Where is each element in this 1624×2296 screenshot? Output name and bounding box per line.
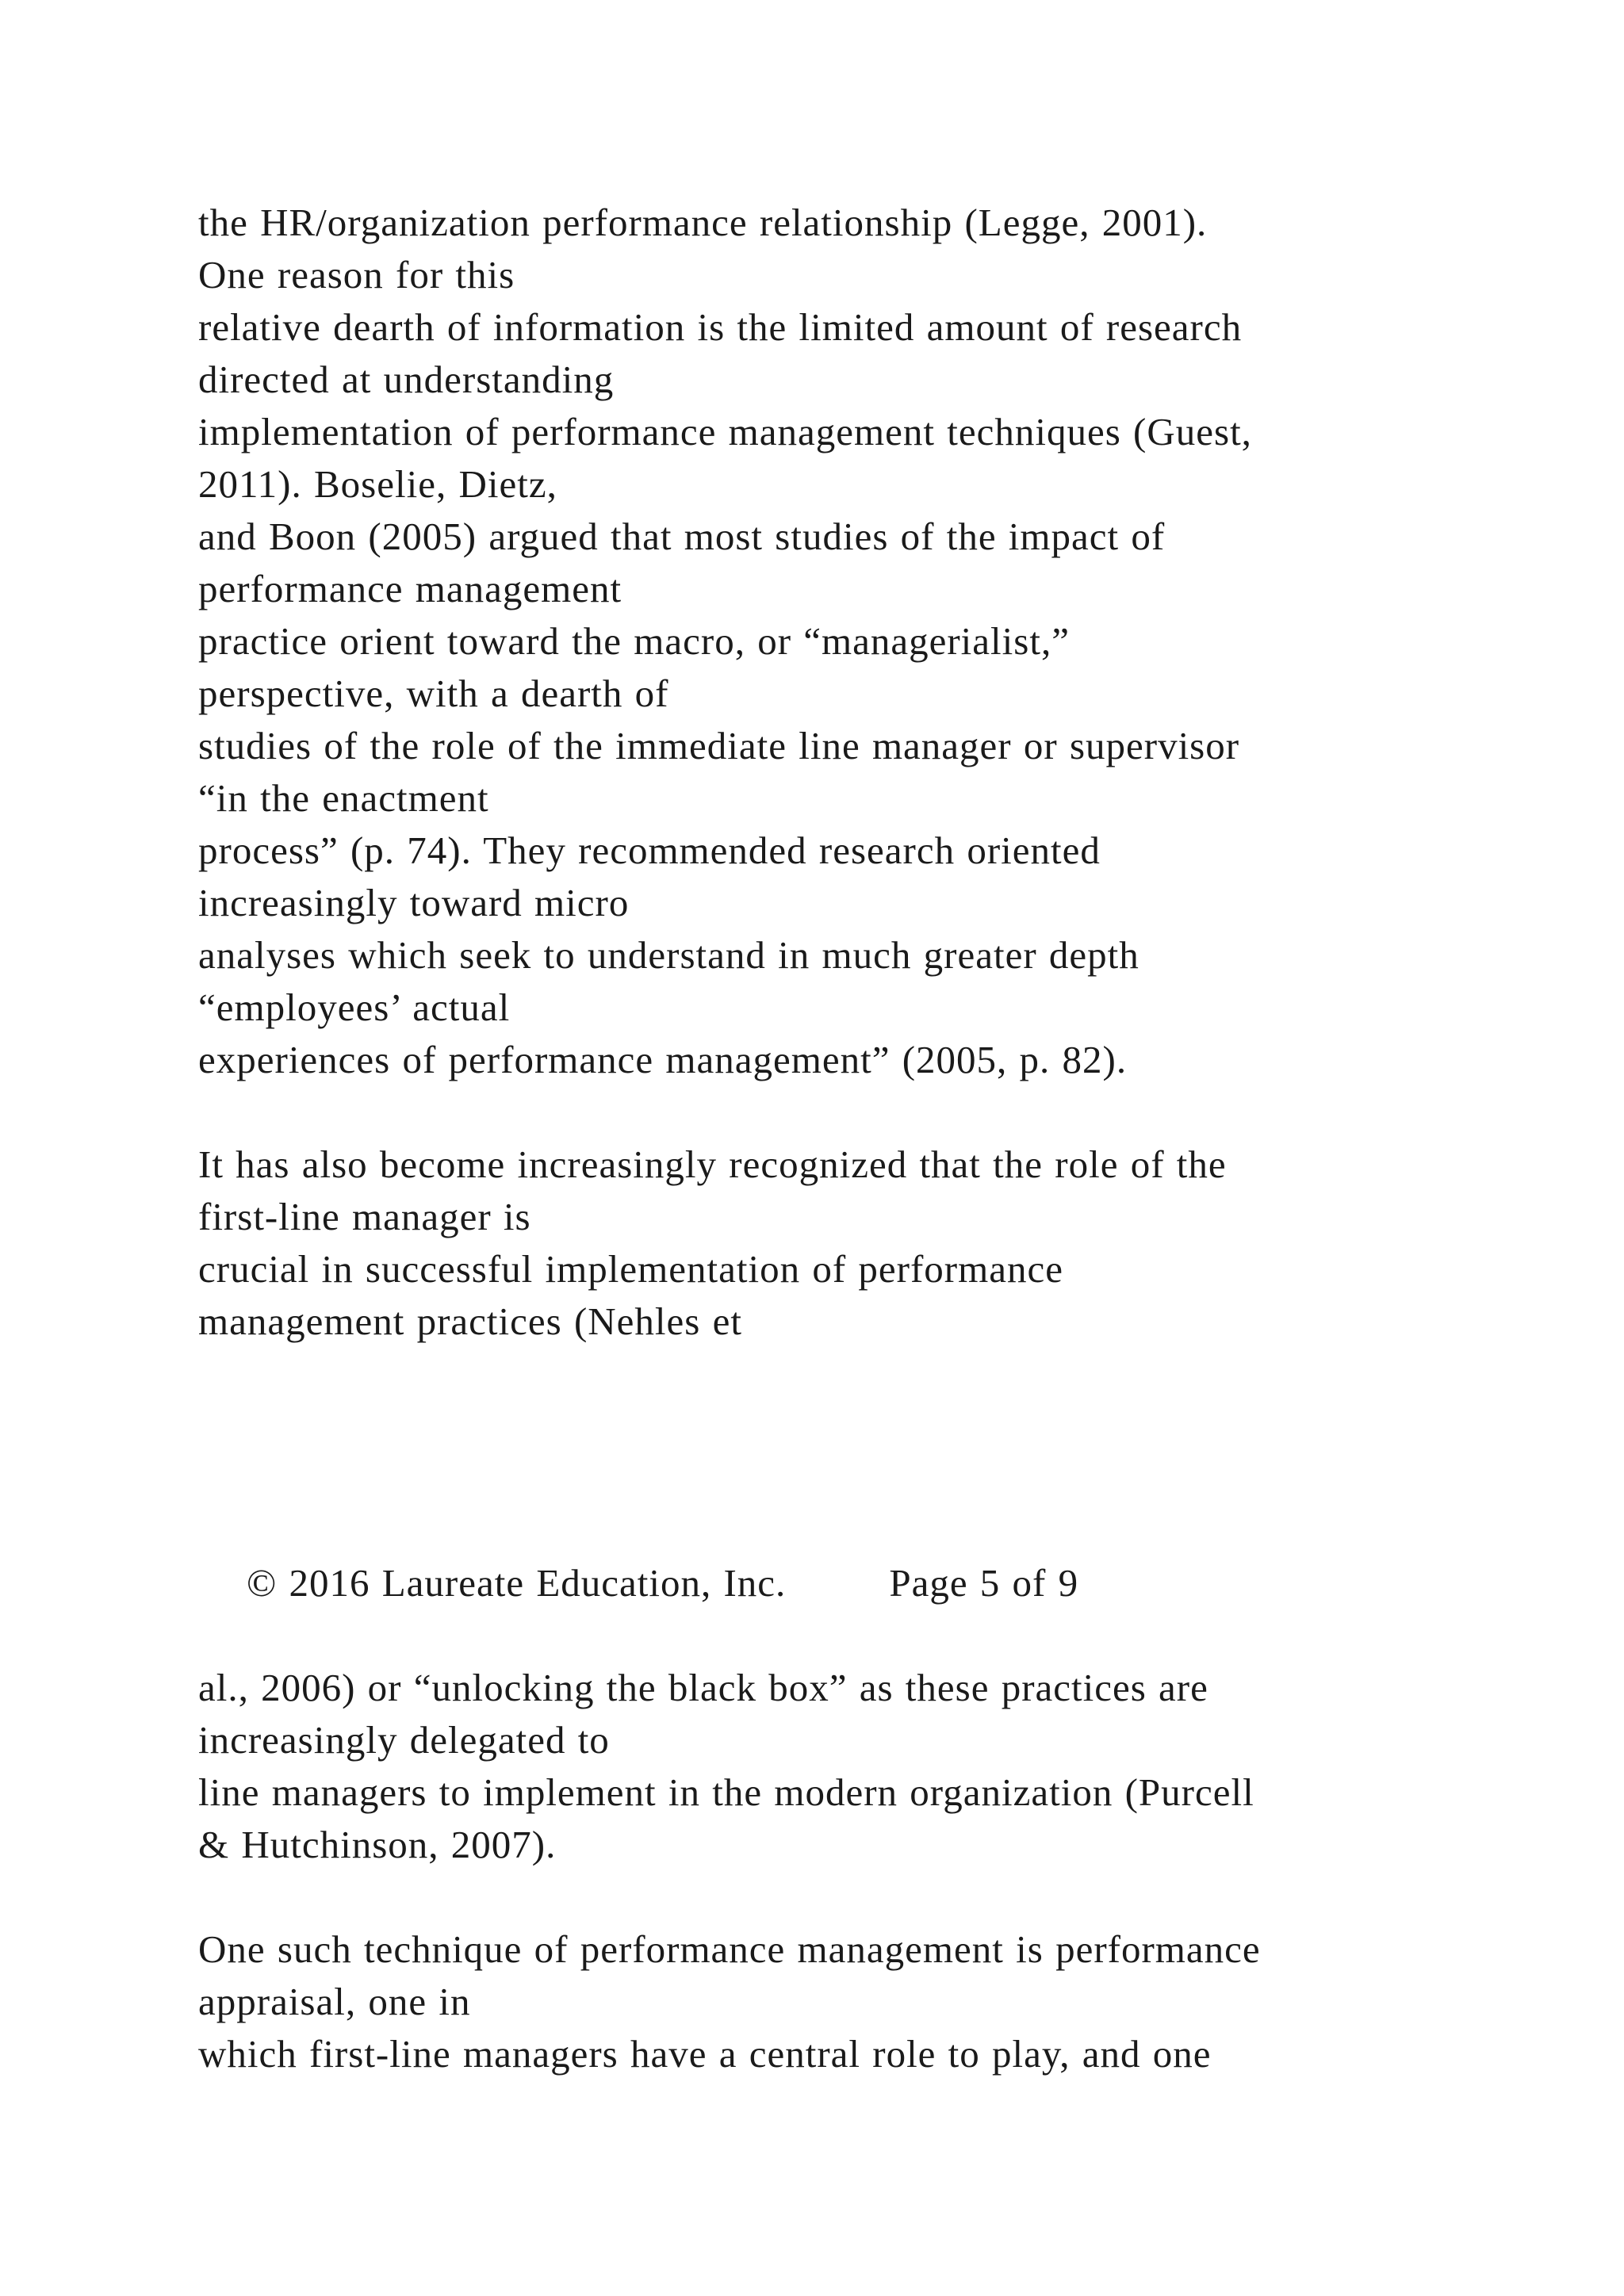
text-line: practice orient toward the macro, or “managerialist,” bbox=[198, 619, 1070, 663]
text-line: relative dearth of information is the limited amount of research bbox=[198, 305, 1243, 349]
text-line: One such technique of performance management is performance bbox=[198, 1927, 1261, 1971]
page-number: Page 5 of 9 bbox=[889, 1561, 1079, 1605]
text-line: increasingly delegated to bbox=[198, 1718, 610, 1762]
paragraph-3 bbox=[198, 1662, 1546, 1871]
text-line: first-line manager is bbox=[198, 1195, 531, 1238]
page-footer bbox=[198, 1505, 1546, 1605]
text-line: directed at understanding bbox=[198, 358, 615, 401]
page-break-gap bbox=[198, 1348, 1546, 1505]
paragraph-gap bbox=[198, 1871, 1546, 1923]
text-line: perspective, with a dearth of bbox=[198, 672, 669, 715]
paragraph-2 bbox=[198, 1138, 1546, 1348]
text-line: implementation of performance management techniques (Guest, bbox=[198, 410, 1252, 453]
text-line: the HR/organization performance relationship (Legge, 2001). bbox=[198, 201, 1208, 244]
text-line: process” (p. 74). They recommended research oriented bbox=[198, 828, 1101, 872]
document-page bbox=[198, 197, 1546, 2080]
text-line: analyses which seek to understand in much greater depth bbox=[198, 933, 1139, 977]
text-line: and Boon (2005) argued that most studies of the impact of bbox=[198, 515, 1166, 558]
text-line: management practices (Nehles et bbox=[198, 1299, 742, 1343]
text-line: & Hutchinson, 2007). bbox=[198, 1823, 557, 1866]
paragraph-4 bbox=[198, 1923, 1546, 2080]
text-line: “employees’ actual bbox=[198, 985, 511, 1029]
text-line: It has also become increasingly recognized that the role of the bbox=[198, 1142, 1227, 1186]
text-line: experiences of performance management” (2005, p. 82). bbox=[198, 1038, 1128, 1081]
text-line: line managers to implement in the modern organization (Purcell bbox=[198, 1770, 1254, 1814]
copyright-notice: © 2016 Laureate Education, Inc. bbox=[247, 1561, 787, 1605]
text-line: al., 2006) or “unlocking the black box” as these practices are bbox=[198, 1666, 1208, 1709]
text-line: which first-line managers have a central role to play, and one bbox=[198, 2032, 1212, 2076]
text-line: 2011). Boselie, Dietz, bbox=[198, 462, 557, 506]
text-line: “in the enactment bbox=[198, 776, 489, 820]
text-line: appraisal, one in bbox=[198, 1980, 471, 2023]
text-line: performance management bbox=[198, 567, 622, 610]
paragraph-1 bbox=[198, 197, 1546, 1086]
text-line: studies of the role of the immediate line manager or supervisor bbox=[198, 724, 1240, 767]
text-line: increasingly toward micro bbox=[198, 881, 630, 924]
paragraph-gap bbox=[198, 1086, 1546, 1138]
text-line: crucial in successful implementation of performance bbox=[198, 1247, 1063, 1291]
text-line: One reason for this bbox=[198, 253, 515, 297]
